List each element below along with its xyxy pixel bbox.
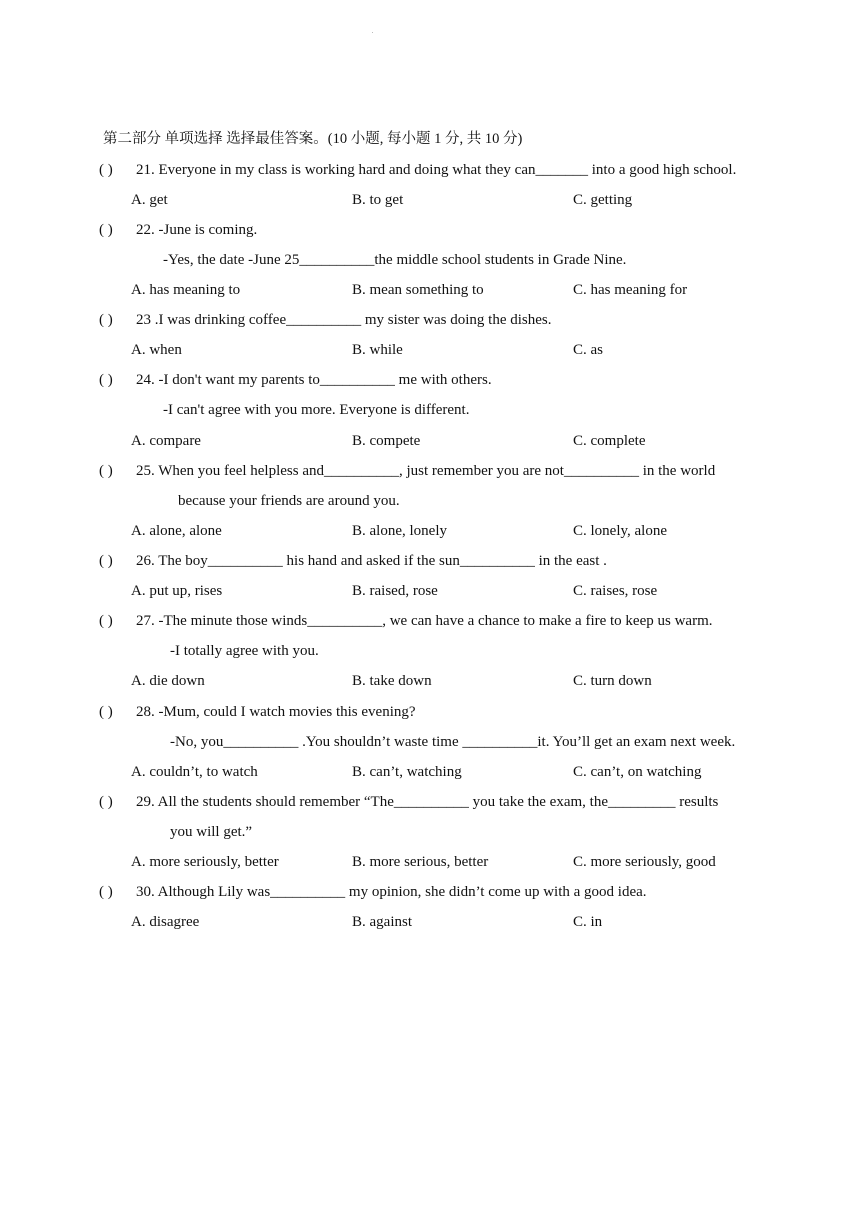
option-a: A. disagree	[131, 914, 200, 930]
question-text-continued: -I can't agree with you more. Everyone is different.	[163, 402, 470, 418]
answer-blank: ( )	[99, 312, 113, 328]
option-c: C. getting	[573, 192, 633, 208]
answer-blank: ( )	[99, 162, 113, 178]
question-text: 26. The boy__________ his hand and asked if the sun__________ in the east .	[136, 553, 607, 569]
option-b: B. alone, lonely	[352, 523, 447, 539]
option-a: A. when	[131, 342, 182, 358]
answer-blank: ( )	[99, 704, 113, 720]
option-a: A. put up, rises	[131, 583, 223, 599]
option-c: C. raises, rose	[573, 583, 658, 599]
question-text: 23 .I was drinking coffee__________ my sister was doing the dishes.	[136, 312, 552, 328]
section-title: 第二部分 单项选择 选择最佳答案。(10 小题, 每小题 1 分, 共 10 分)	[103, 131, 523, 147]
option-a: A. couldn’t, to watch	[131, 764, 258, 780]
option-c: C. turn down	[573, 673, 652, 689]
question-text: 24. -I don't want my parents to__________ me with others.	[136, 372, 492, 388]
question-text-continued: -I totally agree with you.	[170, 643, 319, 659]
question-text-continued: because your friends are around you.	[178, 493, 400, 509]
option-a: A. compare	[131, 433, 201, 449]
option-c: C. complete	[573, 433, 646, 449]
option-c: C. as	[573, 342, 603, 358]
option-b: B. can’t, watching	[352, 764, 462, 780]
question-text: 27. -The minute those winds__________, we can have a chance to make a fire to keep us warm.	[136, 613, 713, 629]
answer-blank: ( )	[99, 613, 113, 629]
scan-speck	[372, 32, 373, 33]
question-text: 25. When you feel helpless and__________, just remember you are not__________ in the world	[136, 463, 716, 479]
question-text-continued: -Yes, the date -June 25__________the middle school students in Grade Nine.	[163, 252, 627, 268]
option-c: C. has meaning for	[573, 282, 688, 298]
answer-blank: ( )	[99, 884, 113, 900]
answer-blank: ( )	[99, 222, 113, 238]
answer-blank: ( )	[99, 794, 113, 810]
option-c: C. more seriously, good	[573, 854, 716, 870]
question-text: 22. -June is coming.	[136, 222, 258, 238]
option-a: A. get	[131, 192, 168, 208]
option-b: B. raised, rose	[352, 583, 438, 599]
answer-blank: ( )	[99, 372, 113, 388]
option-b: B. take down	[352, 673, 432, 689]
option-b: B. to get	[352, 192, 404, 208]
option-c: C. in	[573, 914, 603, 930]
answer-blank: ( )	[99, 463, 113, 479]
option-b: B. while	[352, 342, 403, 358]
option-b: B. more serious, better	[352, 854, 489, 870]
option-a: A. alone, alone	[131, 523, 222, 539]
option-b: B. against	[352, 914, 412, 930]
question-text: 29. All the students should remember “The__________ you take the exam, the_________ results	[136, 794, 719, 810]
option-c: C. lonely, alone	[573, 523, 668, 539]
question-text-continued: you will get.”	[170, 824, 253, 840]
question-text-continued: -No, you__________ .You shouldn’t waste time __________it. You’ll get an exam next week.	[170, 734, 736, 750]
option-a: A. has meaning to	[131, 282, 241, 298]
option-b: B. mean something to	[352, 282, 484, 298]
option-b: B. compete	[352, 433, 421, 449]
answer-blank: ( )	[99, 553, 113, 569]
question-text: 21. Everyone in my class is working hard and doing what they can_______ into a good high school.	[136, 162, 737, 178]
option-a: A. more seriously, better	[131, 854, 279, 870]
question-text: 30. Although Lily was__________ my opinion, she didn’t come up with a good idea.	[136, 884, 647, 900]
option-c: C. can’t, on watching	[573, 764, 702, 780]
option-a: A. die down	[131, 673, 205, 689]
question-text: 28. -Mum, could I watch movies this evening?	[136, 704, 416, 720]
